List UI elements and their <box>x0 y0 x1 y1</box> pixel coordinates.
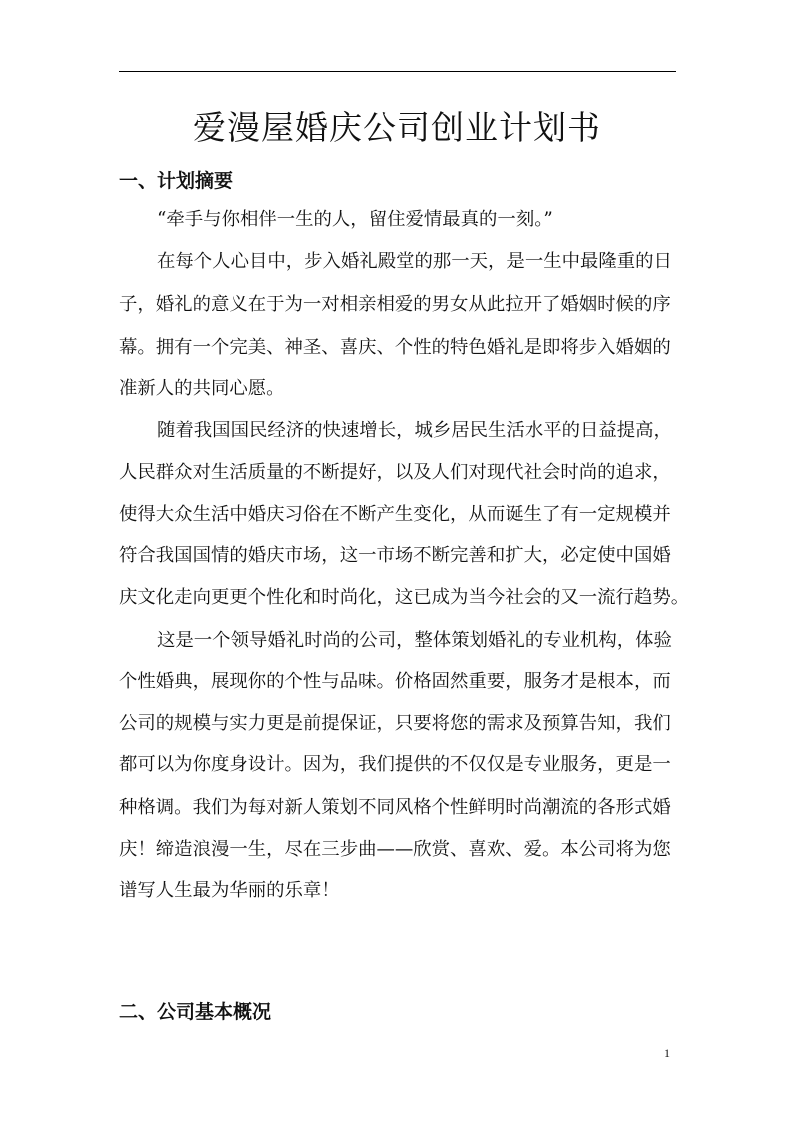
paragraph-line: 谱写人生最为华丽的乐章！ <box>119 880 340 901</box>
paragraph-line: 子，婚礼的意义在于为一对相亲相爱的男女从此拉开了婚姻时候的序 <box>119 294 671 315</box>
paragraph-line: 人民群众对生活质量的不断提好，以及人们对现代社会时尚的追求， <box>119 462 671 483</box>
quote-line: “牵手与你相伴一生的人，留住爱情最真的一刻。” <box>157 209 553 230</box>
paragraph-line: 随着我国国民经济的快速增长，城乡居民生活水平的日益提高， <box>157 420 672 441</box>
paragraph-line: 个性婚典，展现你的个性与品味。价格固然重要，服务才是根本，而 <box>119 671 671 692</box>
paragraph-line: 庆文化走向更更个性化和时尚化，这已成为当今社会的又一流行趋势。 <box>119 587 690 608</box>
document-title: 爱漫屋婚庆公司创业计划书 <box>193 108 601 147</box>
paragraph-line: 公司的规模与实力更是前提保证，只要将您的需求及预算告知，我们 <box>119 713 671 734</box>
header-rule <box>119 71 676 72</box>
page-number: 1 <box>664 1046 670 1060</box>
paragraph-line: 幕。拥有一个完美、神圣、喜庆、个性的特色婚礼是即将步入婚姻的 <box>119 337 671 358</box>
paragraph-line: 符合我国国情的婚庆市场，这一市场不断完善和扩大，必定使中国婚 <box>119 545 671 566</box>
paragraph-line: 使得大众生活中婚庆习俗在不断产生变化，从而诞生了有一定规模并 <box>119 504 671 525</box>
paragraph-line: 种格调。我们为每对新人策划不同风格个性鲜明时尚潮流的各形式婚 <box>119 797 671 818</box>
paragraph-line: 这是一个领导婚礼时尚的公司，整体策划婚礼的专业机构，体验 <box>157 630 672 651</box>
paragraph-line: 都可以为你度身设计。因为，我们提供的不仅仅是专业服务，更是一 <box>119 754 671 775</box>
paragraph-line: 庆！缔造浪漫一生，尽在三步曲——欣赏、喜欢、爱。本公司将为您 <box>119 839 671 860</box>
section-heading-summary: 一、计划摘要 <box>119 170 234 192</box>
section-heading-overview: 二、公司基本概况 <box>119 1001 272 1023</box>
paragraph-line: 在每个人心目中，步入婚礼殿堂的那一天，是一生中最隆重的日 <box>157 251 672 272</box>
paragraph-line: 准新人的共同心愿。 <box>119 378 285 399</box>
